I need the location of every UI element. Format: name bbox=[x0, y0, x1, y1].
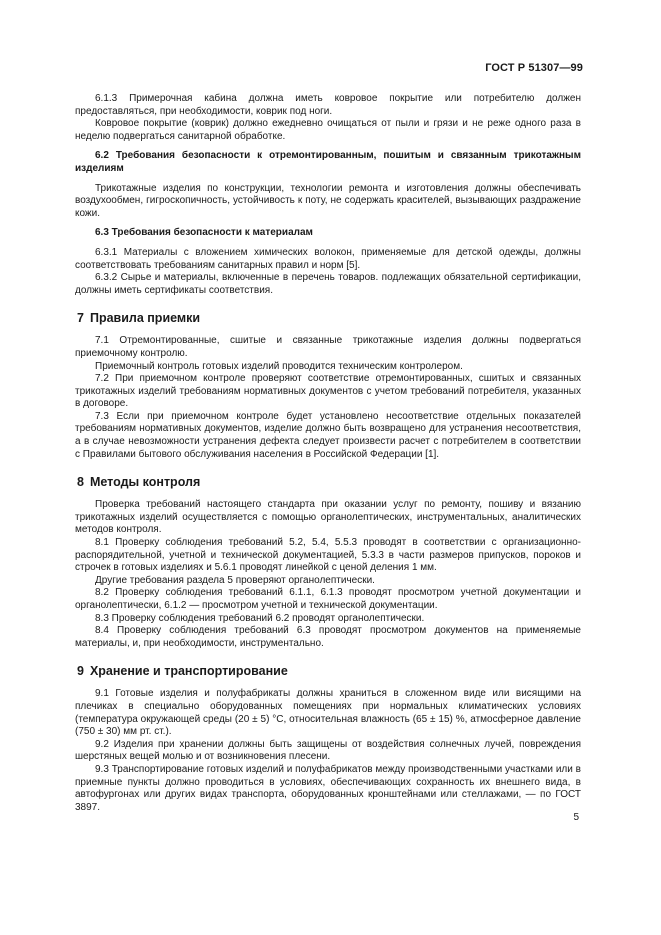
paragraph-8-4: 8.4 Проверку соблюдения требований 6.3 проводят просмотром документов на применяемые материалы, и, при необходимости, инструментально. bbox=[75, 625, 581, 649]
section-title: Методы контроля bbox=[89, 475, 201, 490]
paragraph: Приемочный контроль готовых изделий проводится техническим контролером. bbox=[95, 360, 463, 372]
paragraph: Проверка требований настоящего стандарта при оказании услуг по ремонту, пошиву и вязанию трикотажных изделий осуществляется с помощью органолептических, инструментальных, аналитических методов контроля. bbox=[75, 499, 581, 536]
section-number: 9 bbox=[77, 664, 84, 679]
paragraph-6-1-3: 6.1.3 Примерочная кабина должна иметь ковровое покрытие или потребителю должен предоставляться, при необходимости, коврик под ноги. bbox=[75, 93, 581, 117]
section-title: Правила приемки bbox=[89, 311, 201, 326]
paragraph-8-3: 8.3 Проверку соблюдения требований 6.2 проводят органолептически. bbox=[95, 612, 425, 624]
page-number: 5 bbox=[573, 812, 579, 823]
paragraph: Другие требования раздела 5 проверяют органолептически. bbox=[95, 574, 375, 586]
paragraph-9-3: 9.3 Транспортирование готовых изделий и полуфабрикатов между производственными участками или в приемные пункты должно проводиться в условиях, обеспечивающих сохранность их внешнего вида, в автофургонах или других видах транспорта, оборудованных кронштейнами или стеллажами, — по ГОСТ 3897. bbox=[75, 763, 581, 813]
document-code: ГОСТ Р 51307—99 bbox=[485, 62, 583, 74]
document-body bbox=[75, 93, 581, 814]
paragraph-9-2: 9.2 Изделия при хранении должны быть защищены от воздействия солнечных лучей, повреждения шерстяных вещей молью и от возникновения плесени. bbox=[75, 738, 581, 763]
section-heading-9 bbox=[75, 664, 581, 679]
subsection-heading-6-3: 6.3 Требования безопасности к материалам bbox=[95, 227, 313, 239]
section-number: 8 bbox=[77, 475, 84, 490]
paragraph-6-3-2: 6.3.2 Сырье и материалы, включенные в перечень товаров. подлежащих обязательной сертификации, должны иметь сертификаты соответствия. bbox=[75, 272, 581, 296]
paragraph-7-2: 7.2 При приемочном контроле проверяют соответствие отремонтированных, сшитых и связанных трикотажных изделий требованиям нормативных документов с учетом требований потребителя, указанных в договоре. bbox=[75, 373, 581, 410]
paragraph: Трикотажные изделия по конструкции, технологии ремонта и изготовления должны обеспечивать воздухообмен, гигроскопичность, устойчивость к поту, не содержать красителей, вызывающих раздражение кожи. bbox=[75, 182, 581, 219]
section-heading-8 bbox=[75, 475, 581, 490]
paragraph-8-2: 8.2 Проверку соблюдения требований 6.1.1, 6.1.3 проводят просмотром учетной документации и органолептически, 6.1.2 — просмотром учетной и технической документации. bbox=[75, 587, 581, 611]
section-title: Хранение и транспортирование bbox=[89, 664, 288, 679]
paragraph-8-1: 8.1 Проверку соблюдения требований 5.2, 5.4, 5.5.3 проводят в соответствии с организационно-распорядительной, учетной и технической документацией, 5.3.3 в части размеров припусков, пороков и строчек в готовых изделиях и 5.6.1 проводят линейкой с ценой деления 1 мм. bbox=[75, 537, 581, 574]
section-heading-7 bbox=[75, 311, 581, 326]
paragraph-7-3: 7.3 Если при приемочном контроле будет установлено несоответствие отдельных показателей требованиям нормативных документов, изделие должно быть возвращено для устранения несоответствия, а в случае невозможности устранения дефекта следует произвести расчет с потребителем в соответствии с Правилами бытового обслуживания населения в Российской Федерации [1]. bbox=[75, 410, 581, 460]
paragraph: Ковровое покрытие (коврик) должно ежедневно очищаться от пыли и грязи и не реже одного раза в неделю подвергаться санитарной обработке. bbox=[75, 118, 581, 142]
paragraph-7-1: 7.1 Отремонтированные, сшитые и связанные трикотажные изделия должны подвергаться приемочному контролю. bbox=[75, 335, 581, 359]
paragraph-9-1: 9.1 Готовые изделия и полуфабрикаты должны храниться в сложенном виде или висящими на плечиках в специально оборудованных помещениях при нормальных климатических условиях (температура окружающей среды (20 ± 5) °С, относительная влажность (65 ± 15) %, атмосферное давление (750 ± 30) мм рт. ст.). bbox=[75, 688, 581, 738]
section-number: 7 bbox=[77, 311, 84, 326]
subsection-heading-6-2: 6.2 Требования безопасности к отремонтированным, пошитым и связанным трикотажным изделиям bbox=[75, 150, 581, 174]
paragraph-6-3-1: 6.3.1 Материалы с вложением химических волокон, применяемые для детской одежды, должны соответствовать требованиям санитарных правил и норм [5]. bbox=[75, 246, 581, 271]
